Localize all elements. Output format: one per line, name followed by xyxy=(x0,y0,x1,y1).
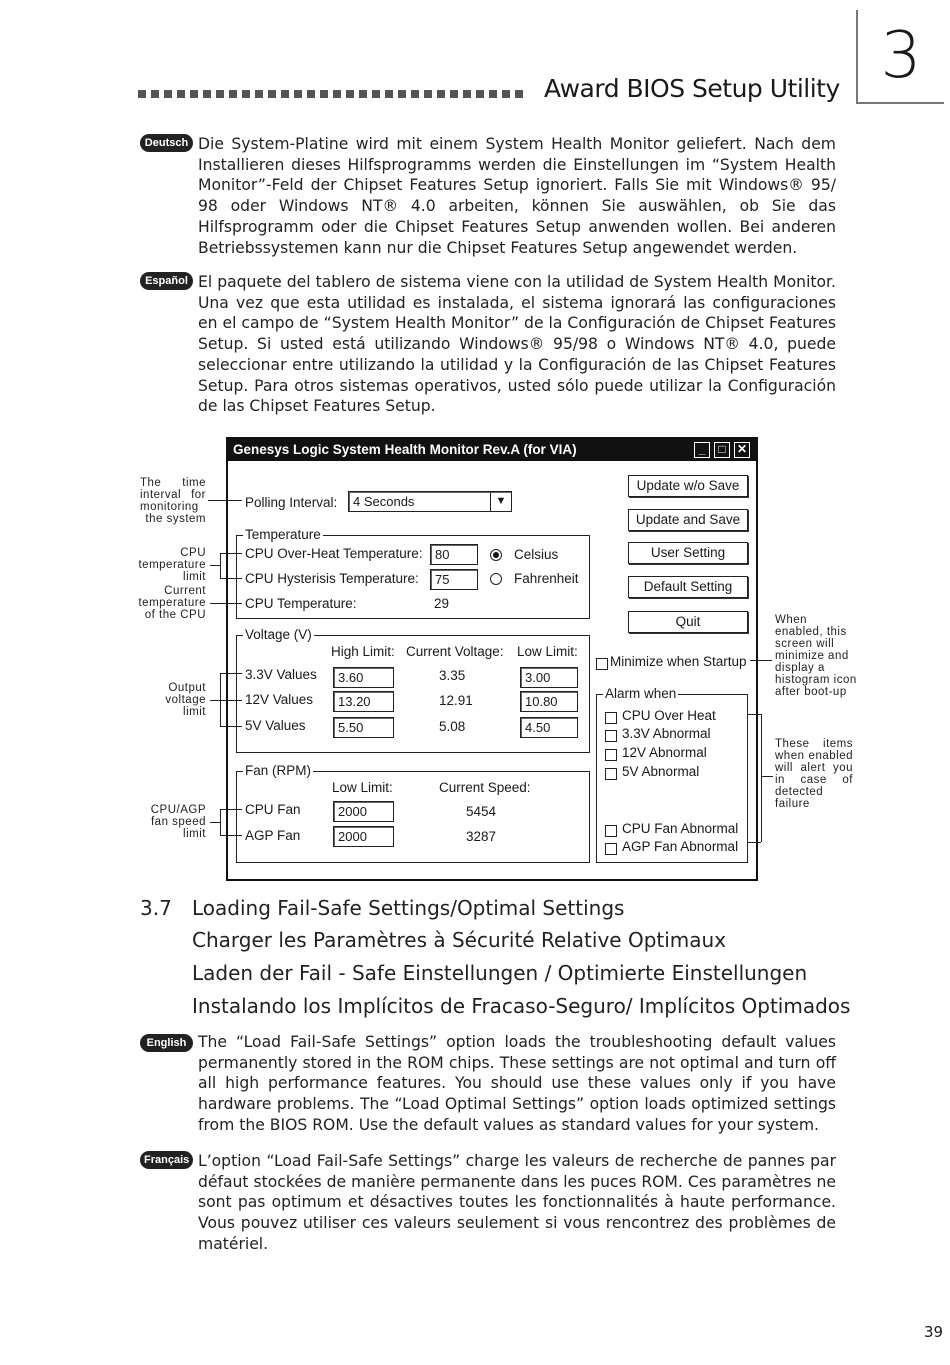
overheat-field[interactable]: 80 xyxy=(430,544,478,565)
annotation-voltage-limit: Output voltage limit xyxy=(165,682,206,718)
voltage-5-low-field[interactable]: 4.50 xyxy=(520,717,578,738)
window-titlebar xyxy=(228,439,756,461)
voltage-33-current: 3.35 xyxy=(439,668,466,683)
quit-button[interactable]: Quit xyxy=(628,611,748,633)
voltage-12-low-field[interactable]: 10.80 xyxy=(520,691,578,712)
rule-dot xyxy=(164,90,172,98)
section-number: 3.7 xyxy=(140,896,172,920)
overheat-label: CPU Over-Heat Temperature: xyxy=(245,546,423,561)
annotation-line xyxy=(220,673,242,674)
rule-dot xyxy=(138,90,146,98)
celsius-radio[interactable] xyxy=(490,549,502,561)
annotation-line xyxy=(220,809,221,835)
voltage-12-label: 12V Values xyxy=(245,692,314,707)
language-badge-deutsch: Deutsch xyxy=(140,134,193,152)
annotation-line xyxy=(210,822,220,823)
annotation-line xyxy=(220,835,242,836)
section-heading-line-1: Loading Fail-Safe Settings/Optimal Settings xyxy=(192,896,625,920)
alarm-12v-checkbox[interactable] xyxy=(605,749,617,761)
rule-dot xyxy=(333,90,341,98)
annotation-line xyxy=(220,553,242,554)
rule-dot xyxy=(346,90,354,98)
language-badge-espanol: Español xyxy=(140,272,193,290)
update-without-save-button[interactable]: Update w/o Save xyxy=(628,475,748,497)
annotation-line xyxy=(761,714,762,842)
minimize-checkbox[interactable] xyxy=(596,658,608,670)
fahrenheit-radio[interactable] xyxy=(490,573,502,585)
annotation-fan-limit: CPU/AGP fan speed limit xyxy=(150,804,206,840)
annotation-line xyxy=(220,553,221,578)
update-and-save-button[interactable]: Update and Save xyxy=(628,509,748,531)
polling-interval-label: Polling Interval: xyxy=(245,495,338,510)
rule-dot xyxy=(359,90,367,98)
voltage-12-current: 12.91 xyxy=(439,693,473,708)
voltage-group-label: Voltage (V) xyxy=(245,627,312,642)
annotation-alarm: These items when enabled will alert you in case of detected failure xyxy=(775,738,853,810)
minimize-label: Minimize when Startup xyxy=(610,654,747,669)
rule-dot xyxy=(489,90,497,98)
rule-dot xyxy=(437,90,445,98)
voltage-33-low-field[interactable]: 3.00 xyxy=(520,667,578,688)
rule-dot xyxy=(463,90,471,98)
voltage-33-label: 3.3V Values xyxy=(245,667,317,682)
section-heading-line-4: Instalando los Implícitos de Fracaso-Seguro/ Implícitos Optimados xyxy=(192,994,851,1018)
annotation-line xyxy=(748,842,761,843)
alarm-5v-label: 5V Abnormal xyxy=(622,764,700,779)
rule-dot xyxy=(476,90,484,98)
voltage-5-label: 5V Values xyxy=(245,718,306,733)
fan-group-label: Fan (RPM) xyxy=(245,763,312,778)
dropdown-arrow-icon[interactable]: ▼ xyxy=(490,492,511,511)
alarm-agp-fan-label: AGP Fan Abnormal xyxy=(622,839,739,854)
alarm-agp-fan-checkbox[interactable] xyxy=(605,843,617,855)
annotation-line xyxy=(210,603,242,604)
rule-dot xyxy=(372,90,380,98)
hysteresis-label: CPU Hysterisis Temperature: xyxy=(245,571,419,586)
alarm-5v-checkbox[interactable] xyxy=(605,768,617,780)
page-title: Award BIOS Setup Utility xyxy=(544,74,840,103)
rule-dot xyxy=(255,90,263,98)
alarm-group-label: Alarm when xyxy=(605,686,677,701)
maximize-icon[interactable]: □ xyxy=(714,442,730,458)
annotation-line xyxy=(208,500,242,501)
rule-dot xyxy=(515,90,523,98)
fahrenheit-label: Fahrenheit xyxy=(514,571,579,586)
rule-dot xyxy=(190,90,198,98)
alarm-cpu-fan-checkbox[interactable] xyxy=(605,825,617,837)
paragraph-espanol: El paquete del tablero de sistema viene con la utilidad de System Health Monitor. Una vez que esta utilidad es instalada, el sistema ignorará las configuraciones en el campo de “System Health Monitor” de la Configuración de Chipset Features Setup. Si usted está utilizando Windows® 95/98 o Windows NT® 4.0, puede seleccionar entre utilizando la utilidad y la Configuración de las Chipset Features Setup. Para otros sistemas operativos, usted sólo puede utilizar la Configuración de las Chipset Features Setup. xyxy=(198,273,836,416)
cpu-fan-low-field[interactable]: 2000 xyxy=(333,801,394,822)
annotation-line xyxy=(220,809,242,810)
fan-low-header: Low Limit: xyxy=(332,780,393,795)
paragraph-francais: L’option “Load Fail-Safe Settings” charge les valeurs de recherche de pannes par défaut stockées de manière permanente dans les puces ROM. Ces paramètres ne sont pas optimum et désactives toutes les fonctionnalités à haute performance. Vous pouvez utiliser ces valeurs seulement si vous rencontrez des problèmes de matériel. xyxy=(198,1152,836,1253)
annotation-line xyxy=(210,565,220,566)
alarm-12v-label: 12V Abnormal xyxy=(622,745,707,760)
section-heading-line-2: Charger les Paramètres à Sécurité Relative Optimaux xyxy=(192,928,727,952)
alarm-33v-checkbox[interactable] xyxy=(605,730,617,742)
rule-dot xyxy=(502,90,510,98)
rule-dot xyxy=(177,90,185,98)
celsius-label: Celsius xyxy=(514,547,559,562)
rule-dot xyxy=(320,90,328,98)
language-badge-francais: Français xyxy=(140,1151,193,1169)
rule-dot xyxy=(294,90,302,98)
fan-group xyxy=(236,763,590,863)
paragraph-english: The “Load Fail-Safe Settings” option loads the troubleshooting default values permanently stored in the ROM chips. These settings are not optimal and turn off all high performance features. You should use these values only if you have hardware problems. The “Load Optimal Settings” option loads optimized settings from the BIOS ROM. Use the default values as standard values for your system. xyxy=(198,1033,836,1134)
rule-dot xyxy=(385,90,393,98)
voltage-5-high-field[interactable]: 5.50 xyxy=(333,717,394,738)
voltage-high-header: High Limit: xyxy=(331,644,395,659)
alarm-33v-label: 3.3V Abnormal xyxy=(622,726,711,741)
voltage-33-high-field[interactable]: 3.60 xyxy=(333,667,394,688)
rule-dot xyxy=(151,90,159,98)
annotation-polling: The time interval for monitoring the system xyxy=(140,477,206,525)
rule-dot xyxy=(411,90,419,98)
annotation-cpu-temp-limit: CPU temperature limit xyxy=(138,547,206,583)
annotation-line xyxy=(750,660,772,661)
fan-current-header: Current Speed: xyxy=(439,780,531,795)
alarm-cpu-fan-label: CPU Fan Abnormal xyxy=(622,821,739,836)
header-rule xyxy=(138,90,534,100)
agp-fan-low-field[interactable]: 2000 xyxy=(333,826,394,847)
paragraph-deutsch: Die System-Platine wird mit einem System Health Monitor geliefert. Nach dem Installieren dieses Hilfsprogramms werden die Einstellungen im “System Health Monitor”-Feld der Chipset Features Setup ignoriert. Falls Sie mit Windows® 95/ 98 oder Windows NT® 4.0 arbeiten, können Sie auswählen, ob Sie das Hilfsprogramm oder die Chipset Features Setup anwenden wollen. Bei anderen Betriebssystemen kann nur die Chipset Features Setup angewendet werden. xyxy=(198,135,836,257)
close-icon[interactable]: ✕ xyxy=(734,442,750,458)
cpu-temperature-label: CPU Temperature: xyxy=(245,596,357,611)
chapter-number: 3 xyxy=(856,10,944,104)
rule-dot xyxy=(450,90,458,98)
rule-dot xyxy=(307,90,315,98)
rule-dot xyxy=(398,90,406,98)
temperature-group-label: Temperature xyxy=(245,527,321,542)
annotation-line xyxy=(761,776,773,777)
polling-interval-select[interactable] xyxy=(348,491,512,512)
default-setting-button[interactable]: Default Setting xyxy=(628,576,748,598)
voltage-current-header: Current Voltage: xyxy=(406,644,504,659)
rule-dot xyxy=(242,90,250,98)
rule-dot xyxy=(229,90,237,98)
annotation-minimize: When enabled, this screen will minimize and display a histogram icon after boot-up xyxy=(775,614,857,698)
voltage-low-header: Low Limit: xyxy=(517,644,578,659)
agp-fan-current: 3287 xyxy=(466,829,497,844)
annotation-line xyxy=(748,714,761,715)
rule-dot xyxy=(216,90,224,98)
page-number: 39 xyxy=(924,1323,944,1341)
minimize-icon[interactable]: _ xyxy=(694,442,710,458)
health-monitor-window xyxy=(226,437,758,881)
annotation-line xyxy=(220,700,242,701)
window-title: Genesys Logic System Health Monitor Rev.A (for VIA) xyxy=(233,442,577,457)
cpu-temperature-value: 29 xyxy=(434,596,450,611)
rule-dot xyxy=(424,90,432,98)
polling-interval-value: 4 Seconds xyxy=(353,494,415,509)
alarm-cpu-overheat-checkbox[interactable] xyxy=(605,712,617,724)
rule-dot xyxy=(281,90,289,98)
alarm-cpu-overheat-label: CPU Over Heat xyxy=(622,708,716,723)
annotation-line xyxy=(220,578,242,579)
cpu-fan-current: 5454 xyxy=(466,804,497,819)
voltage-5-current: 5.08 xyxy=(439,719,466,734)
hysteresis-field[interactable]: 75 xyxy=(430,569,478,590)
rule-dot xyxy=(268,90,276,98)
cpu-fan-label: CPU Fan xyxy=(245,802,301,817)
agp-fan-label: AGP Fan xyxy=(245,828,301,843)
user-setting-button[interactable]: User Setting xyxy=(628,542,748,564)
voltage-12-high-field[interactable]: 13.20 xyxy=(333,691,394,712)
section-heading-line-3: Laden der Fail - Safe Einstellungen / Optimierte Einstellungen xyxy=(192,961,808,985)
rule-dot xyxy=(203,90,211,98)
annotation-current-temp: Current temperature of the CPU xyxy=(138,585,206,621)
annotation-line xyxy=(210,700,220,701)
language-badge-english: English xyxy=(140,1034,193,1052)
annotation-line xyxy=(220,726,242,727)
